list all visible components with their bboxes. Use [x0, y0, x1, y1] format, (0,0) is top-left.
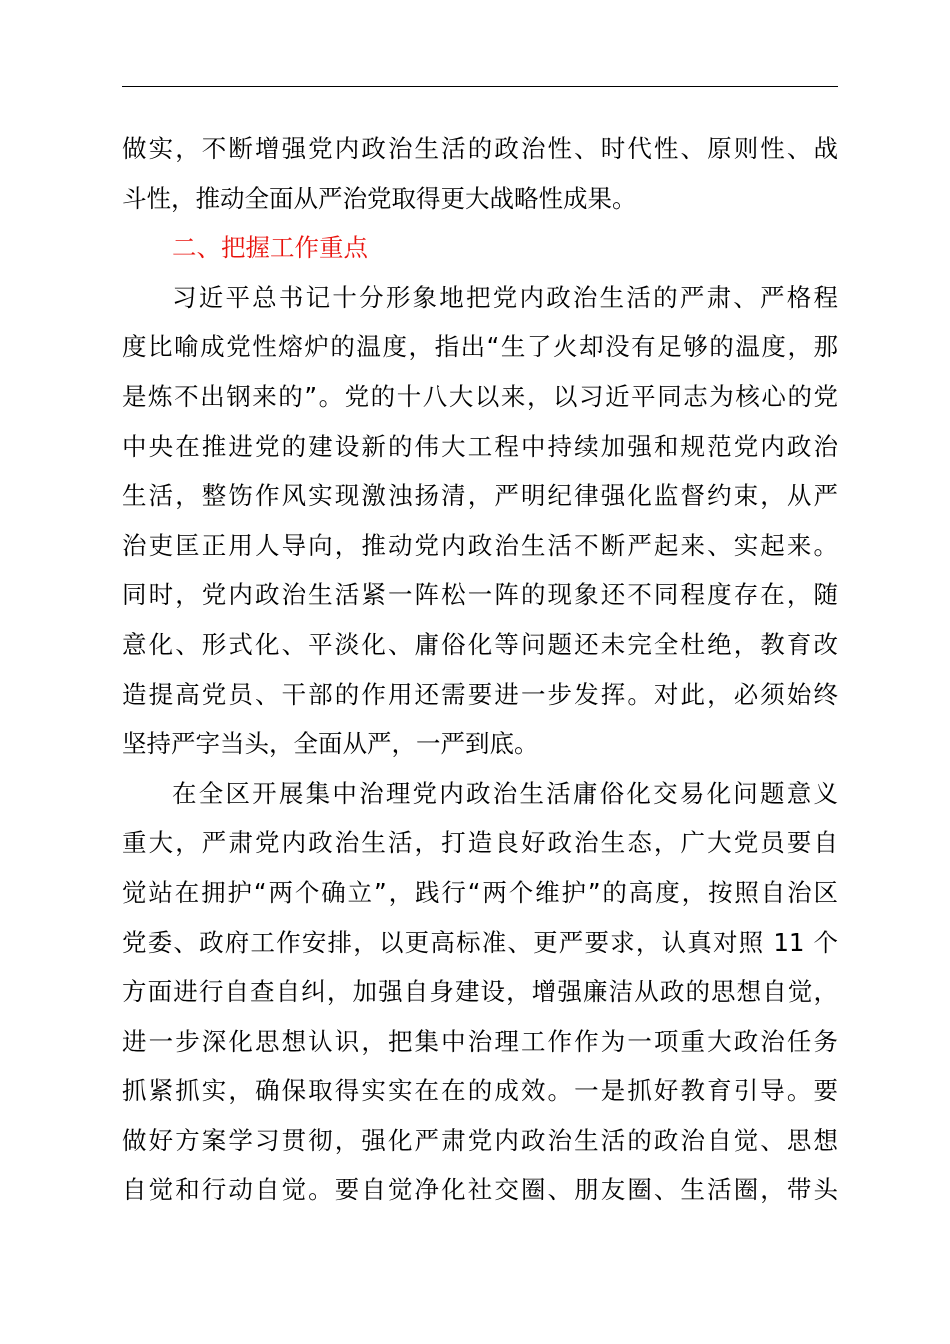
paragraph — [122, 769, 838, 1215]
text-line: 方面进行自查自纠，加强自身建设，增强廉洁从政的思想自觉， — [122, 977, 838, 1007]
text-line: 在全区开展集中治理党内政治生活庸俗化交易化问题意义 — [172, 778, 838, 808]
header-rule — [122, 86, 838, 87]
text-line: 自觉和行动自觉。要自觉净化社交圈、朋友圈、生活圈，带头 — [122, 1175, 838, 1205]
text-line: 是炼不出钢来的”。党的十八大以来，以习近平同志为核心的党 — [122, 381, 838, 411]
section-heading: 二、把握工作重点 — [172, 233, 368, 263]
text-line: 做实，不断增强党内政治生活的政治性、时代性、原则性、战 — [122, 134, 838, 163]
text-line: 重大，严肃党内政治生活，打造良好政治生态，广大党员要自 — [122, 828, 838, 858]
document-body — [122, 124, 838, 1215]
text-line: 生活，整饬作风实现激浊扬清，严明纪律强化监督约束，从严 — [122, 481, 838, 511]
text-line: 抓紧抓实，确保取得实实在在的成效。一是抓好教育引导。要 — [122, 1076, 838, 1106]
paragraph — [122, 273, 838, 769]
text-line: 度比喻成党性熔炉的温度，指出“生了火却没有足够的温度，那 — [122, 332, 838, 362]
text-line: 斗性，推动全面从严治党取得更大战略性成果。 — [122, 183, 637, 213]
text-line: 造提高党员、干部的作用还需要进一步发挥。对此，必须始终 — [122, 679, 838, 709]
paragraph-continuation — [122, 124, 838, 223]
text-line: 习近平总书记十分形象地把党内政治生活的严肃、严格程 — [172, 282, 838, 312]
text-line: 中央在推进党的建设新的伟大工程中持续加强和规范党内政治 — [122, 431, 838, 461]
text-line: 意化、形式化、平淡化、庸俗化等问题还未完全杜绝，教育改 — [122, 629, 838, 659]
text-line: 同时，党内政治生活紧一阵松一阵的现象还不同程度存在，随 — [122, 580, 838, 610]
text-line: 觉站在拥护“两个确立”，践行“两个维护”的高度，按照自治区 — [122, 877, 838, 907]
text-line: 进一步深化思想认识，把集中治理工作作为一项重大政治任务 — [122, 1026, 838, 1056]
text-line: 党委、政府工作安排，以更高标准、更严要求，认真对照 11 个 — [122, 927, 838, 957]
text-line: 治吏匡正用人导向，推动党内政治生活不断严起来、实起来。 — [122, 530, 838, 560]
text-line: 做好方案学习贯彻，强化严肃党内政治生活的政治自觉、思想 — [122, 1125, 838, 1155]
text-line: 坚持严字当头，全面从严，一严到底。 — [122, 729, 539, 759]
